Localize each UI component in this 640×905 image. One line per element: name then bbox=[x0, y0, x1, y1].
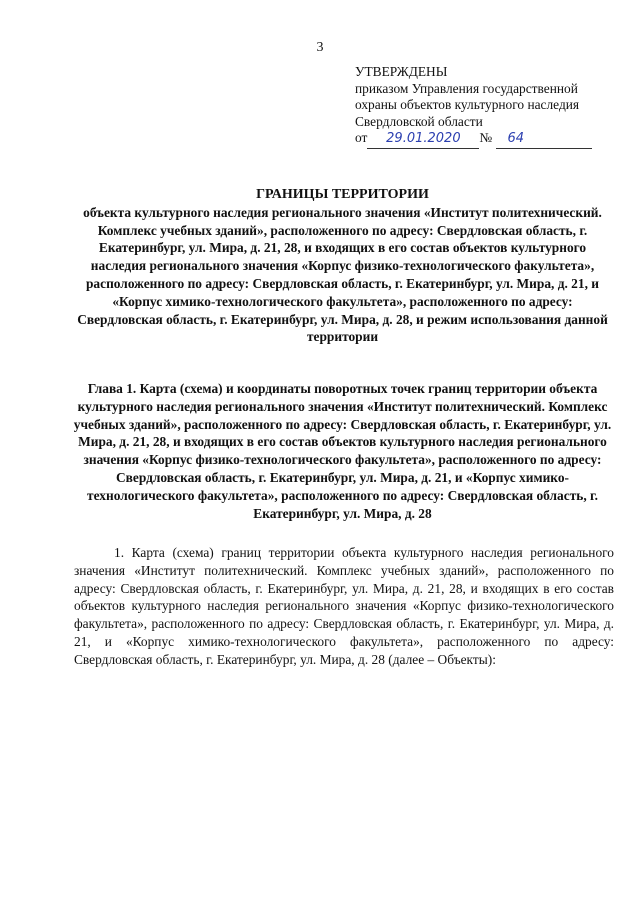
order-number: 64 bbox=[496, 131, 592, 149]
order-date: 29.01.2020 bbox=[367, 131, 479, 149]
approval-title: УТВЕРЖДЕНЫ bbox=[355, 64, 448, 79]
chapter-heading: Глава 1. Карта (схема) и координаты поворотных точек границ территории объекта культурного наследия регионального значения «Институт политехнический. Комплекс учебных зданий», расположенного по адресу: Свердловская область, г. Екатеринбург, ул. Мира, д. 21, 28, и входящих в его состав объектов культурного наследия регионального значения «Корпус физико-технологического факультета», расположенного по адресу: Свердловская область, г. Екатеринбург, ул. Мира, д. 21, и «Корпус химико-технологического факультета», расположенного по адресу: Свердловская область, г. Екатеринбург, ул. Мира, д. 28 bbox=[73, 381, 612, 521]
paragraph-1: 1. Карта (схема) границ территории объекта культурного наследия регионального значения «Институт политехнический. Комплекс учебных зданий», расположенного по адресу: Свердловская область, г. Екатеринбург, ул. Мира, д. 21, 28, и входящих в его состав объектов культурного наследия регионального значения «Корпус физико-технологического факультета», расположенного по адресу: Свердловская область, г. Екатеринбург, ул. Мира, д. 21, и «Корпус химико-технологического факультета», расположенного по адресу: Свердловская область, г. Екатеринбург, ул. Мира, д. 28 (далее – Объекты): bbox=[74, 545, 614, 667]
number-label: № bbox=[479, 130, 493, 145]
approval-block bbox=[355, 64, 630, 149]
document-subtitle: объекта культурного наследия регионального значения «Институт политехнический. Комплекс учебных зданий», расположенного по адресу: Свердловская область, г. Екатеринбург, ул. Мира, д. 21, 28, и входящих в его состав объектов культурного наследия регионального значения «Корпус физико-технологического факультета», расположенного по адресу: Свердловская область, г. Екатеринбург, ул. Мира, д. 21, и «Корпус химико-технологического факультета», расположенного по адресу: Свердловская область, г. Екатеринбург, ул. Мира, д. 28, и режим использования данной территории bbox=[77, 204, 608, 345]
approval-line: Свердловской области bbox=[355, 113, 483, 129]
approval-line: охраны объектов культурного наследия bbox=[355, 97, 580, 112]
from-label: от bbox=[355, 130, 368, 145]
page-number: 3 bbox=[316, 40, 324, 55]
document-title: ГРАНИЦЫ ТЕРРИТОРИИ bbox=[256, 187, 429, 202]
approval-line: приказом Управления государственной bbox=[355, 80, 578, 96]
document-title-block bbox=[70, 186, 615, 346]
approval-date-line bbox=[355, 130, 630, 149]
